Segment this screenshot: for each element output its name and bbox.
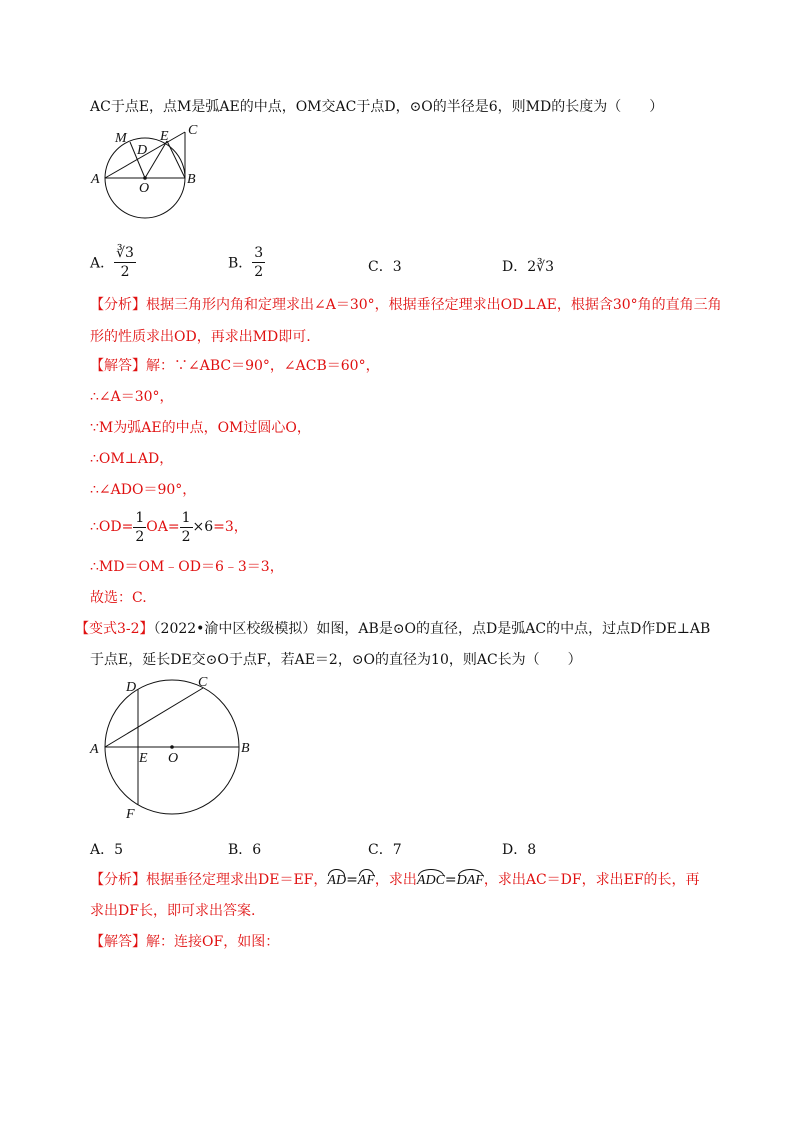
q1-answer-step1: 【解答】解：∵∠ABC＝90°，∠ACB＝60°， [90, 358, 380, 374]
q1-answer-step2: ∴∠A＝30°， [90, 389, 174, 405]
label-F: F [126, 807, 135, 822]
q1-answer-step4: ∴OM⊥AD， [90, 451, 174, 467]
q2-option-d: D．8 [502, 842, 537, 858]
figure-2 [85, 672, 265, 827]
label-E: E [139, 751, 148, 766]
q1-option-c: C．3 [368, 259, 402, 275]
q1-answer-step5: ∴∠ADO＝90°， [90, 482, 197, 498]
q1-option-d: D．2∛3 [502, 259, 554, 275]
q1-answer-step6: ∴OD= $\frac{1}{2}$ OA= $\frac{1}{2}$ ×6=3， [90, 509, 248, 545]
label-C: C [188, 123, 198, 138]
q1-analysis-line2: 形的性质求出OD，再求出MD即可. [90, 329, 311, 345]
q2-analysis-line1: 【分析】根据垂径定理求出DE＝EF，AD=AF，求出ADC=DAF，求出AC＝DF，求出EF的长，再 [90, 870, 700, 891]
q1-answer-step3: ∵M为弧AE的中点，OM过圆心O， [90, 420, 311, 436]
q2-stem-line2: 于点E，延长DE交⊙O于点F，若AE＝2，⊙O的直径为10，则AC长为（ ） [90, 652, 582, 668]
label-B: B [241, 741, 250, 756]
label-B: B [187, 172, 196, 187]
q2-answer-line1: 【解答】解：连接OF，如图： [90, 934, 280, 950]
arc-adc: ADC [417, 871, 445, 891]
q2-option-c: C．7 [368, 842, 402, 858]
q1-option-b: B． $\frac{3}{2}$ [228, 245, 264, 280]
label-D: D [137, 143, 148, 158]
figure-1 [85, 120, 215, 220]
label-O: O [139, 181, 150, 196]
q1-answer-step8: 故选：C. [90, 590, 147, 606]
q2-option-a: A．5 [90, 842, 124, 858]
label-A: A [90, 742, 99, 757]
q1-analysis-line1: 【分析】根据三角形内角和定理求出∠A＝30°，根据垂径定理求出OD⊥AE，根据含30°角的直角三角 [90, 297, 722, 313]
q2-analysis-line2: 求出DF长，即可求出答案. [90, 903, 256, 919]
arc-ad: AD [327, 871, 346, 891]
label-M: M [115, 131, 127, 146]
q2-stem-line1: 【变式3-2】（2022•渝中区校级模拟）如图，AB是⊙O的直径，点D是弧AC的中点，过点D作DE⊥AB [75, 621, 711, 637]
label-D: D [126, 680, 137, 695]
label-O: O [168, 751, 179, 766]
arc-af: AF [358, 871, 375, 891]
arc-daf: DAF [457, 871, 484, 891]
q1-answer-step7: ∴MD＝OM﹣OD＝6﹣3＝3， [90, 559, 284, 575]
q1-option-a: A． $\frac{∛3}{2}$ [90, 245, 134, 280]
q1-stem: AC于点E，点M是弧AE的中点，OM交AC于点D，⊙O的半径是6，则MD的长度为（ ） [90, 99, 664, 115]
label-C: C [198, 675, 208, 690]
label-A: A [91, 172, 100, 187]
q2-option-b: B．6 [228, 842, 262, 858]
label-E: E [160, 129, 169, 144]
